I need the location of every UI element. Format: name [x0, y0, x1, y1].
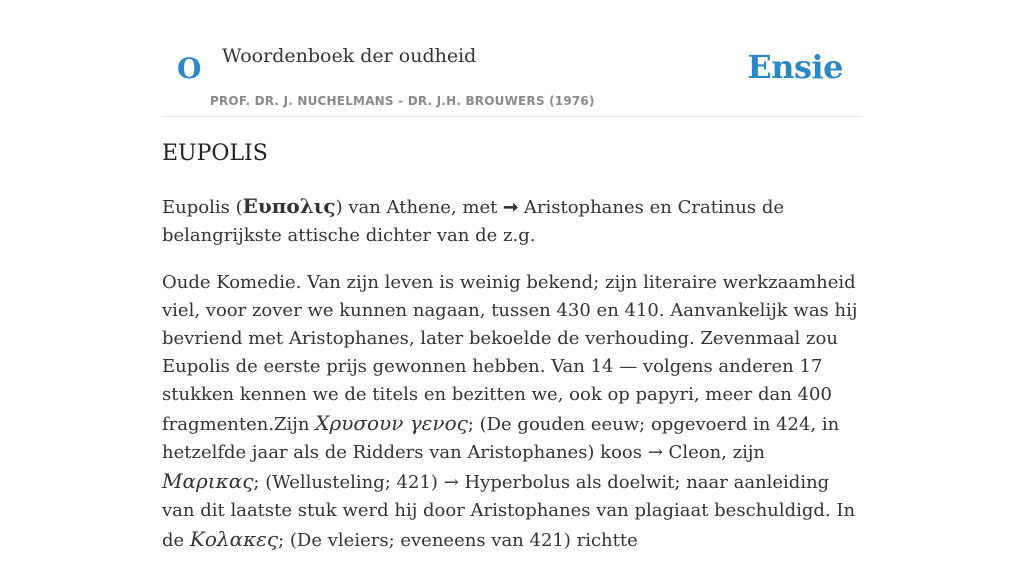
greek-title: Μαρικας: [162, 469, 254, 493]
entry-body: [162, 192, 862, 574]
book-authors: PROF. DR. J. NUCHELMANS - DR. J.H. BROUWERS (1976): [210, 94, 595, 108]
text-segment: ; (De vleiers; eveneens van 421) richtte: [278, 530, 638, 551]
arrow-icon: ➞: [503, 197, 519, 218]
text-segment: ) van Athene, met: [335, 197, 504, 218]
link-hyperbolus[interactable]: Hyperbolus: [464, 472, 571, 493]
text-segment: Eupolis (: [162, 197, 243, 218]
text-segment: Oude Komedie. Van zijn leven is weinig bekend; zijn literaire werkzaamheid viel, voor zover we kunnen nagaan, tussen 430 en 410. Aanvankelijk was hij bevriend met Aristophanes, later bekoelde de verhouding. Zevenmaal zou Eupolis de eerste prijs gewonnen hebben. Van 14 — volgens anderen 17 stukken kennen we de titels en bezitten we, ook op papyri, meer dan 400 fragmenten.Zijn: [162, 272, 858, 435]
greek-title: Χρυσουν γενος: [315, 411, 468, 435]
text-segment: als doelwit; naar aanleiding van dit laatste stuk werd hij door Aristophanes van plagiaat beschuldigd. In de: [162, 472, 856, 551]
entry-title: EUPOLIS: [162, 141, 268, 166]
site-logo[interactable]: Ensie: [747, 48, 843, 86]
text-segment: ; (De gouden eeuw; opgevoerd in 424, in hetzelfde jaar als de Ridders van Aristophanes) koos: [162, 414, 840, 463]
site-header: [162, 0, 862, 117]
book-title-link[interactable]: Woordenboek der oudheid: [222, 45, 477, 67]
text-segment: ; (Wellusteling; 421): [253, 472, 444, 493]
text-segment: en Cratinus de belangrijkste attische dichter van de z.g.: [162, 197, 784, 246]
letter-index-link[interactable]: O: [177, 52, 202, 85]
link-cleon[interactable]: Cleon: [668, 442, 722, 463]
link-aristophanes[interactable]: Aristophanes: [523, 197, 644, 218]
text-segment: , zijn: [721, 442, 766, 463]
greek-name: Ευπολις: [242, 194, 336, 218]
greek-title: Κολακες: [189, 527, 279, 551]
entry-paragraph-1: [162, 192, 862, 250]
arrow-icon: →: [443, 472, 459, 493]
arrow-icon: →: [647, 442, 663, 463]
entry-paragraph-2: [162, 269, 862, 555]
